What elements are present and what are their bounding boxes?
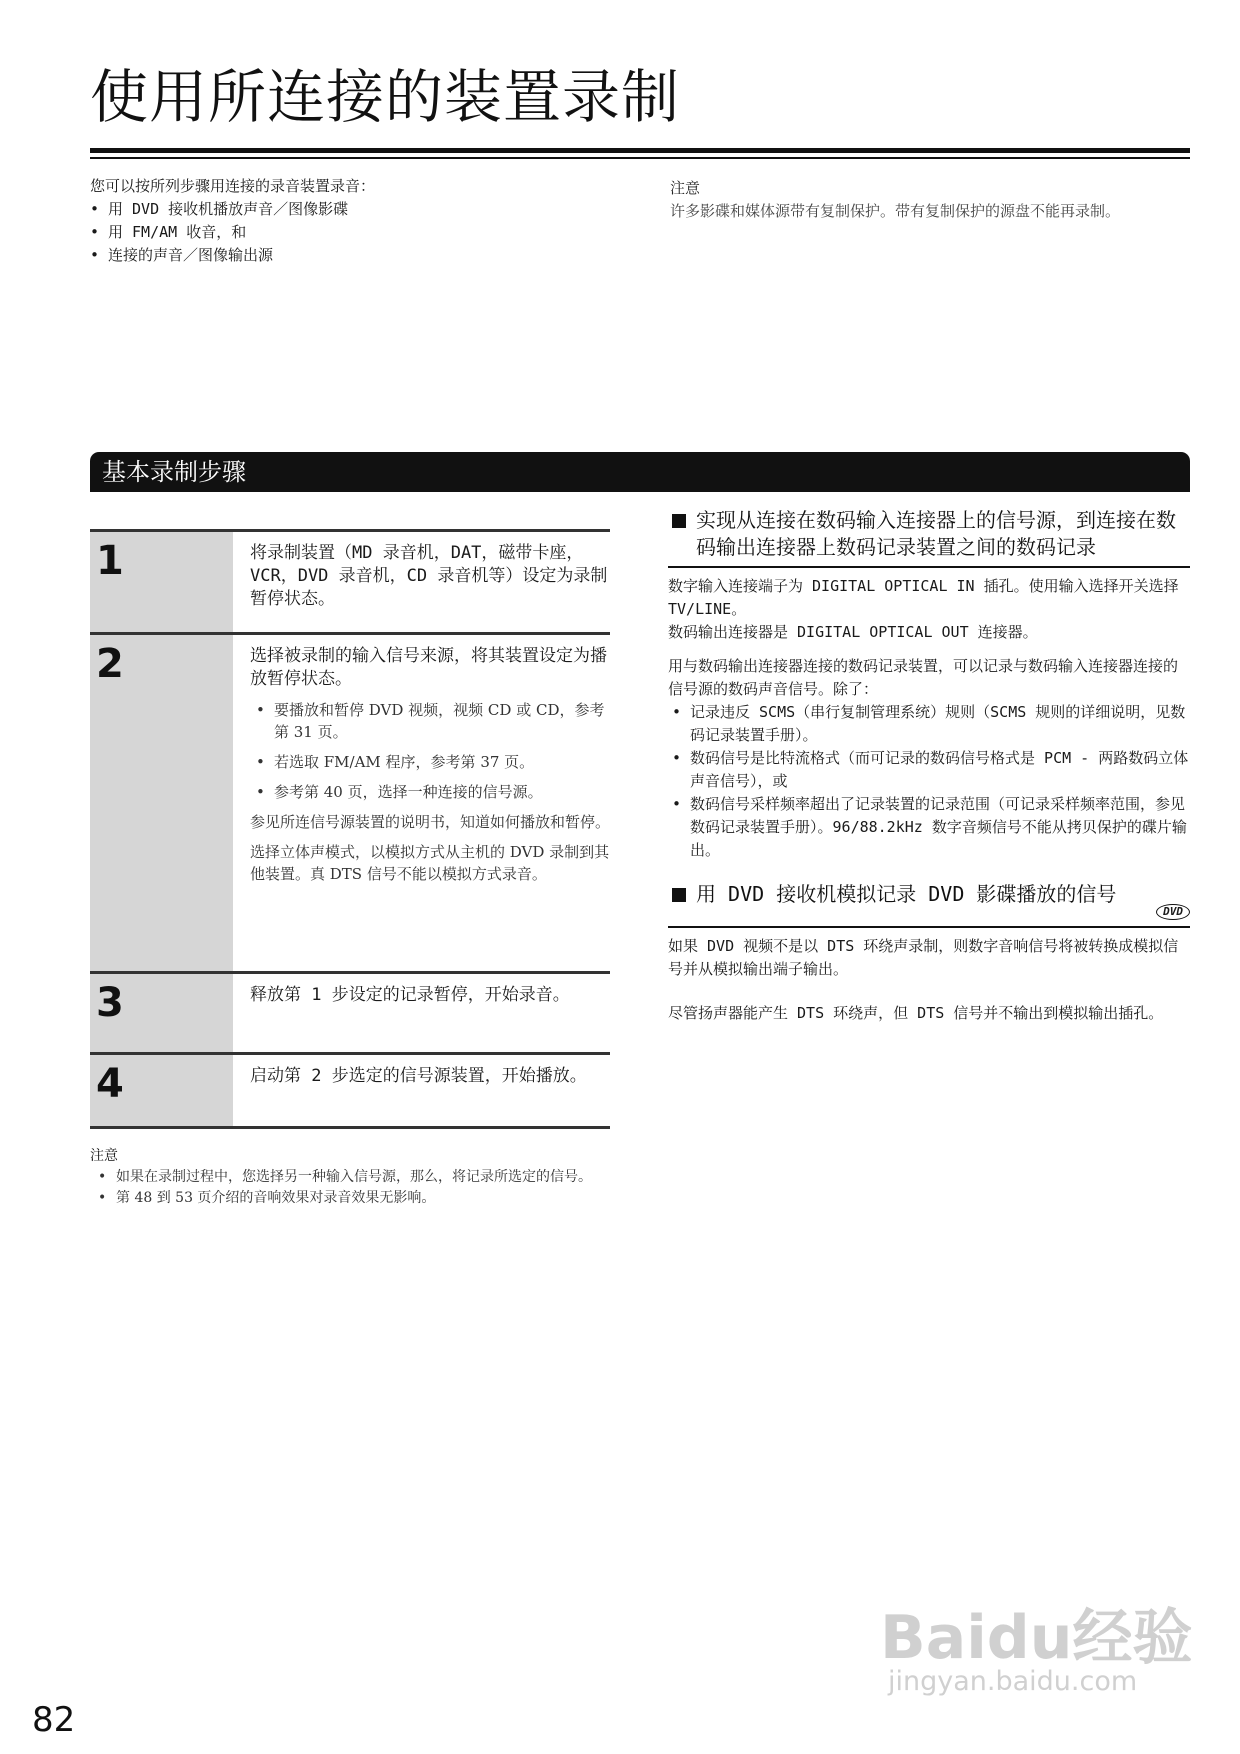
step-body: [233, 532, 610, 632]
paragraph: 用与数码输出连接器连接的数码记录装置，可以记录与数码输入连接器连接的信号源的数码声音信号。除了：: [668, 657, 1179, 698]
paragraph: 数字输入连接端子为 DIGITAL OPTICAL IN 插孔。使用输入选择开关选择 TV/LINE。: [668, 577, 1179, 618]
step-number: 4: [90, 1055, 233, 1126]
step-bullet: • 要播放和暂停 DVD 视频，视频 CD 或 CD，参考第 31 页。: [256, 699, 610, 743]
page-number: 82: [32, 1700, 76, 1740]
step-body: [233, 974, 610, 1052]
list-item: • 数码信号采样频率超出了记录装置的记录范围（可记录采样频率范围，参见数码记录装置手册）。96/88.2kHz 数字音频信号不能从拷贝保护的碟片输出。: [672, 793, 1190, 862]
intro-item: • 用 DVD 接收机播放声音／图像影碟: [90, 198, 650, 221]
step-paragraph: 参见所连信号源装置的说明书，知道如何播放和暂停。: [250, 813, 611, 831]
intro-item: • 连接的声音／图像输出源: [90, 244, 650, 267]
page-title: 使用所连接的装置录制: [90, 63, 681, 131]
step-row: [90, 1052, 610, 1129]
step-text: 释放第 1 步设定的记录暂停，开始录音。: [250, 985, 570, 1005]
subsection-heading: 实现从连接在数码输入连接器上的信号源，到连接在数码输出连接器上数码记录装置之间的数码记录: [668, 507, 1190, 561]
section-title: 基本录制步骤: [102, 458, 246, 486]
square-bullet-icon: [672, 514, 686, 528]
step-number: 1: [90, 532, 233, 632]
intro: [90, 175, 650, 267]
step-paragraph: 选择立体声模式，以模拟方式从主机的 DVD 录制到其他装置。真 DTS 信号不能以模拟方式录音。: [250, 843, 610, 883]
intro-lead: 您可以按所列步骤用连接的录音装置录音：: [90, 177, 376, 195]
paragraph: 如果 DVD 视频不是以 DTS 环绕声录制，则数字音响信号将被转换成模拟信号并从模拟输出端子输出。: [668, 937, 1179, 978]
note-bottom: [90, 1146, 610, 1209]
steps-table: [90, 529, 610, 1129]
step-bullet: • 若选取 FM/AM 程序，参考第 37 页。: [256, 751, 610, 773]
note-top: [670, 177, 1190, 223]
dvd-logo-icon: DVD: [1156, 904, 1190, 920]
note-item: • 如果在录制过程中，您选择另一种输入信号源，那么，将记录所选定的信号。: [98, 1167, 610, 1188]
step-row: [90, 529, 610, 632]
step-bullet: • 参考第 40 页，选择一种连接的信号源。: [256, 781, 610, 803]
step-row: [90, 971, 610, 1052]
step-number: 3: [90, 974, 233, 1052]
title-rule: [90, 148, 1190, 153]
note-title: 注意: [90, 1148, 118, 1164]
section-header-bar: [90, 452, 1190, 492]
step-text: 启动第 2 步选定的信号源装置，开始播放。: [250, 1066, 587, 1086]
square-bullet-icon: [672, 888, 686, 902]
step-text: 选择被录制的输入信号来源，将其装置设定为播放暂停状态。: [250, 646, 607, 689]
note-title: 注意: [670, 179, 701, 197]
list-item: • 数码信号是比特流格式（而可记录的数码信号格式是 PCM - 两路数码立体声音信号），或: [672, 747, 1190, 793]
list-item: • 记录违反 SCMS（串行复制管理系统）规则（SCMS 规则的详细说明，见数码记录装置手册）。: [672, 701, 1190, 747]
heading-rule: [668, 926, 1190, 928]
intro-item: • 用 FM/AM 收音，和: [90, 221, 650, 244]
step-body: [233, 635, 610, 971]
step-row: [90, 632, 610, 971]
step-number: 2: [90, 635, 233, 971]
step-text: 将录制装置（MD 录音机，DAT，磁带卡座，VCR，DVD 录音机，CD 录音机等）设定为录制暂停状态。: [250, 543, 608, 609]
paragraph: 尽管扬声器能产生 DTS 环绕声，但 DTS 信号并不输出到模拟输出插孔。: [668, 1004, 1164, 1022]
subsection-heading: 用 DVD 接收机模拟记录 DVD 影碟播放的信号: [668, 881, 1190, 908]
watermark-url: jingyan.baidu.com: [888, 1666, 1138, 1697]
note-item: • 第 48 到 53 页介绍的音响效果对录音效果无影响。: [98, 1188, 610, 1209]
note-text: 许多影碟和媒体源带有复制保护。带有复制保护的源盘不能再录制。: [670, 202, 1121, 220]
heading-rule: [668, 566, 1190, 568]
paragraph: 数码输出连接器是 DIGITAL OPTICAL OUT 连接器。: [668, 623, 1038, 641]
title-rule-thin: [90, 157, 1190, 159]
watermark: Baidu经验: [880, 1603, 1193, 1673]
right-column: [668, 507, 1190, 1025]
step-body: [233, 1055, 610, 1126]
